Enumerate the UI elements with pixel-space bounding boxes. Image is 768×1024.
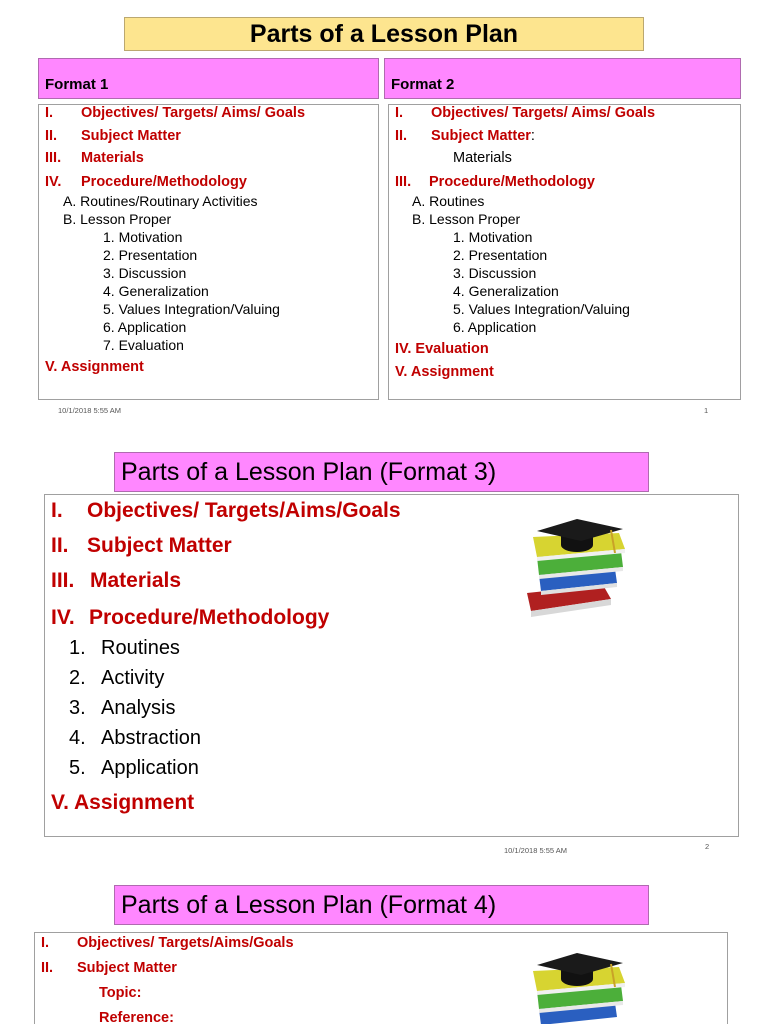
slide1-footer-date: 10/1/2018 5:55 AM xyxy=(58,406,121,415)
slide2-step-num: 1. xyxy=(69,637,86,659)
books-graduation-cap-icon xyxy=(519,519,635,617)
format2-item-num: I. xyxy=(395,105,404,121)
slide2-item-text: Procedure/Methodology xyxy=(89,606,330,629)
slide2-step-num: 4. xyxy=(69,727,86,749)
slide2-page-number: 2 xyxy=(705,842,710,851)
slide3-item-num: I. xyxy=(41,935,50,951)
format1-sub: B. Lesson Proper xyxy=(63,211,172,227)
format2-step: 3. Discussion xyxy=(453,265,537,281)
slide3-sub: Topic: xyxy=(99,985,142,1001)
format2-step: 2. Presentation xyxy=(453,247,548,263)
format1-step: 3. Discussion xyxy=(103,265,187,281)
format2-heading: Format 2 xyxy=(384,58,741,99)
slide2-step-text: Application xyxy=(101,757,199,779)
format1-item-text: Materials xyxy=(81,150,144,166)
format1-item-text: Procedure/Methodology xyxy=(81,174,247,190)
slide3-item-text: Objectives/ Targets/Aims/Goals xyxy=(77,935,294,951)
slide1-page-number: 1 xyxy=(704,406,709,415)
slide2-item-text: Materials xyxy=(90,569,182,592)
format2-box xyxy=(388,104,741,400)
format1-item-text: Objectives/ Targets/ Aims/ Goals xyxy=(81,105,306,121)
format2-item-text: Subject Matter xyxy=(431,128,531,144)
format2-sub: A. Routines xyxy=(412,193,485,209)
format2-item-text: Objectives/ Targets/ Aims/ Goals xyxy=(431,105,656,121)
slide2-step-num: 5. xyxy=(69,757,86,779)
slide3-item-num: II. xyxy=(41,960,54,976)
format1-step: 6. Application xyxy=(103,319,187,335)
slide2-assignment: V. Assignment xyxy=(51,791,195,814)
format1-heading: Format 1 xyxy=(38,58,379,99)
format2-materials: Materials xyxy=(453,150,512,166)
format1-sub: A. Routines/Routinary Activities xyxy=(63,193,258,209)
format1-box xyxy=(38,104,379,400)
format1-item-num: IV. xyxy=(45,174,62,190)
books-graduation-cap-icon xyxy=(519,953,635,1024)
slide2-step-num: 2. xyxy=(69,667,86,689)
slide3-box xyxy=(34,932,728,1024)
format2-step: 5. Values Integration/Valuing xyxy=(453,301,630,317)
format1-item-num: II. xyxy=(45,128,58,144)
slide1-title: Parts of a Lesson Plan xyxy=(124,17,644,51)
format2-step: 1. Motivation xyxy=(453,229,533,245)
slide2-step-text: Activity xyxy=(101,667,165,689)
slide2-footer-date: 10/1/2018 5:55 AM xyxy=(504,846,567,855)
slide2-item-num: III. xyxy=(51,569,75,592)
format1-step: 7. Evaluation xyxy=(103,337,184,353)
format1-item-num: III. xyxy=(45,150,62,166)
format1-step: 2. Presentation xyxy=(103,247,198,263)
format2-item-text: Procedure/Methodology xyxy=(429,174,595,190)
slide2-item-num: IV. xyxy=(51,606,75,629)
format2-step: 4. Generalization xyxy=(453,283,559,299)
format2-item-num: II. xyxy=(395,128,408,144)
format1-step: 5. Values Integration/Valuing xyxy=(103,301,280,317)
format1-step: 1. Motivation xyxy=(103,229,183,245)
format2-item-num: III. xyxy=(395,174,412,190)
slide2-title: Parts of a Lesson Plan (Format 3) xyxy=(114,452,649,492)
slide2-step-text: Routines xyxy=(101,637,180,659)
slide3-sub: Reference: xyxy=(99,1010,174,1024)
format2-subject-line xyxy=(431,128,535,144)
format2-step: 6. Application xyxy=(453,319,537,335)
slide2-item-text: Objectives/ Targets/Aims/Goals xyxy=(87,499,401,522)
slide2-step-text: Analysis xyxy=(101,697,176,719)
format1-item-num: I. xyxy=(45,105,54,121)
slide2-item-text: Subject Matter xyxy=(87,534,232,557)
slide3-title: Parts of a Lesson Plan (Format 4) xyxy=(114,885,649,925)
format1-step: 4. Generalization xyxy=(103,283,209,299)
slide2-item-num: I. xyxy=(51,499,63,522)
slide2-step-text: Abstraction xyxy=(101,727,202,749)
format2-assignment: V. Assignment xyxy=(395,364,494,380)
format2-sub: B. Lesson Proper xyxy=(412,211,521,227)
format1-assignment: V. Assignment xyxy=(45,359,144,375)
format2-evaluation: IV. Evaluation xyxy=(395,341,489,357)
slide3-item-text: Subject Matter xyxy=(77,960,177,976)
slide2-item-num: II. xyxy=(51,534,69,557)
slide2-box xyxy=(44,494,739,837)
slide2-step-num: 3. xyxy=(69,697,86,719)
format2-colon: : xyxy=(530,128,535,144)
format1-item-text: Subject Matter xyxy=(81,128,181,144)
